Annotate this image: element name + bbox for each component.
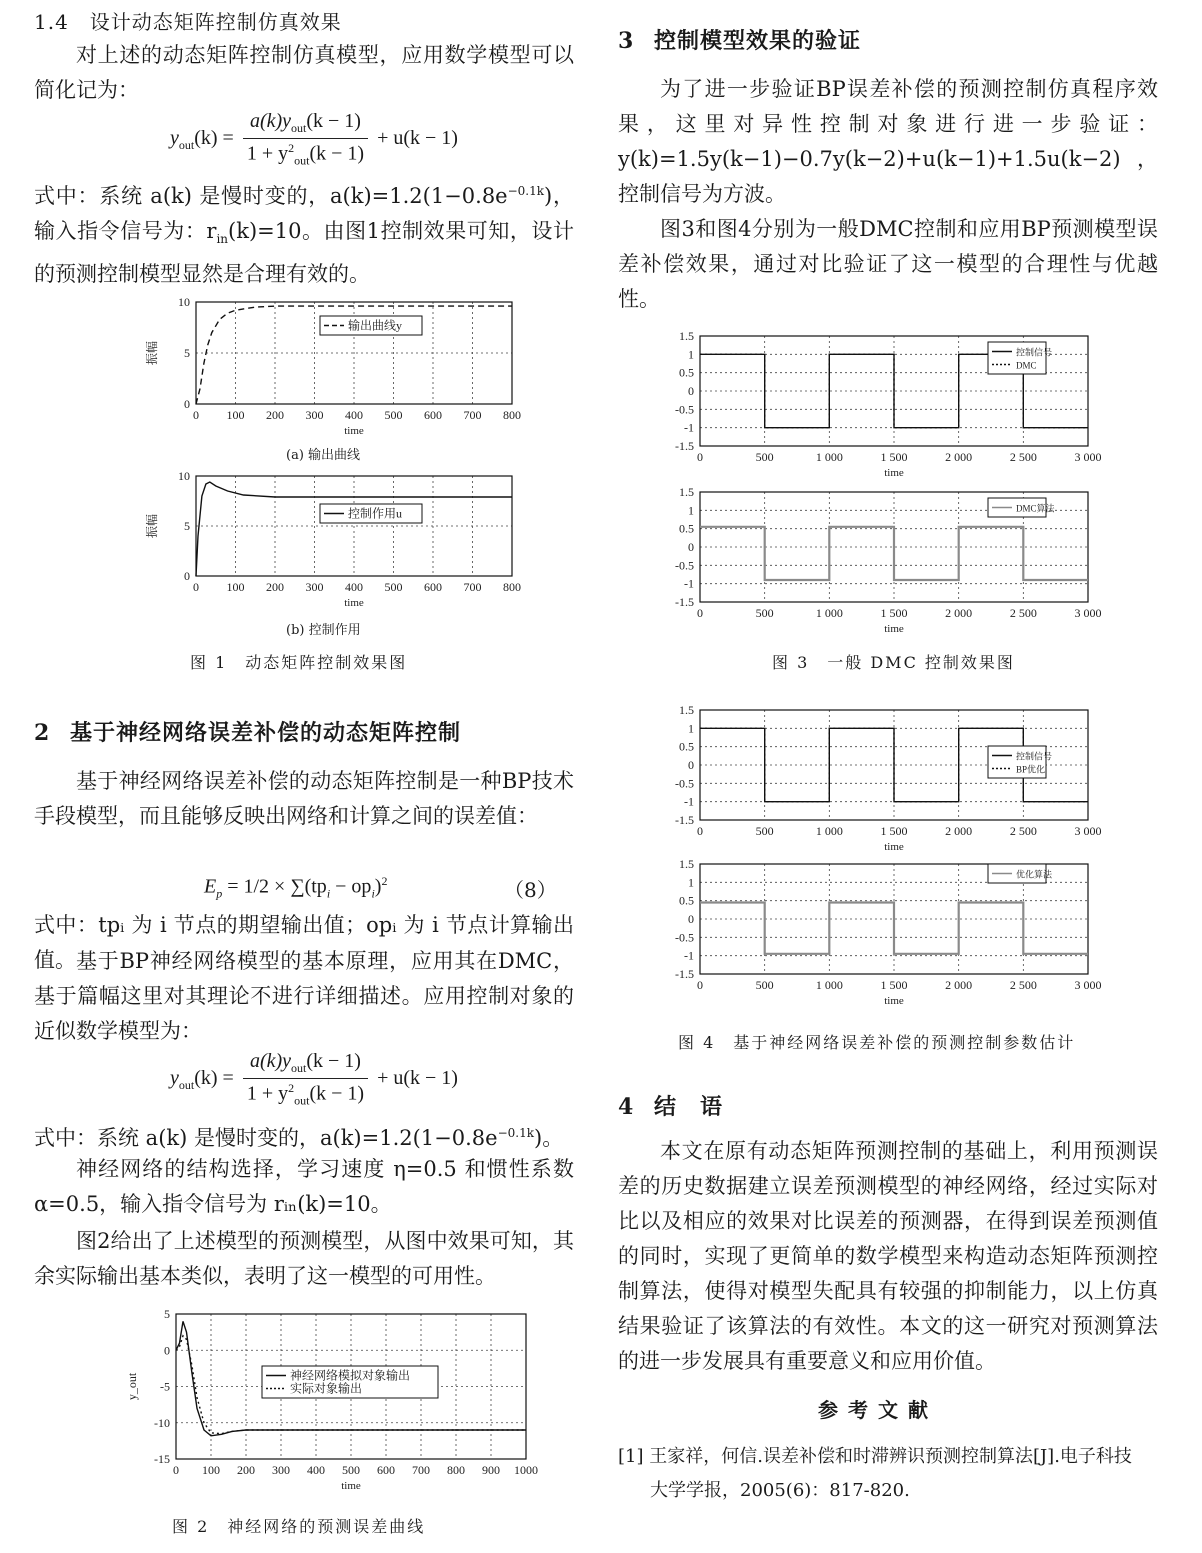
- figure-4b: [662, 854, 1122, 1014]
- y-tick-label: 10: [178, 469, 190, 483]
- x-tick-label: 100: [226, 408, 245, 422]
- figure-2-caption: 图 2 神经网络的预测误差曲线: [172, 1517, 426, 1536]
- y-tick-label: 0: [688, 758, 694, 772]
- legend-label: 控制信号: [1016, 751, 1053, 762]
- legend-label: 输出曲线y: [348, 318, 403, 333]
- y-tick-label: -0.5: [675, 776, 694, 791]
- figure-1b: [114, 462, 534, 622]
- y-tick-label: 0: [164, 1343, 170, 1358]
- x-tick-label: 500: [384, 580, 403, 594]
- chart-fig3a: [662, 326, 1122, 486]
- x-axis-label: time: [344, 597, 364, 609]
- y-tick-label: -1.5: [675, 967, 694, 981]
- x-tick-label: 2 500: [1009, 824, 1037, 838]
- y-tick-label: -5: [160, 1379, 170, 1394]
- y-tick-label: 0: [184, 569, 190, 583]
- chart-fig1b: [114, 462, 534, 622]
- y-tick-label: 0: [688, 912, 694, 926]
- x-tick-label: 1 000: [815, 978, 843, 992]
- y-tick-label: 1: [688, 347, 694, 362]
- y-tick-label: -1: [684, 576, 694, 591]
- y-tick-label: 5: [184, 346, 190, 360]
- x-tick-label: 600: [377, 1463, 395, 1477]
- y-tick-label: -0.5: [675, 930, 694, 945]
- y-tick-label: -10: [154, 1415, 170, 1430]
- paragraph-4: 式中：tpᵢ 为 i 节点的期望输出值；opᵢ 为 i 节点计算输出值。: [34, 913, 574, 972]
- x-tick-label: 1 000: [815, 824, 843, 838]
- x-axis-label: time: [884, 841, 904, 853]
- x-tick-label: 500: [755, 606, 774, 620]
- legend-label: 控制作用u: [348, 506, 403, 521]
- x-tick-label: 1 500: [880, 450, 908, 464]
- x-tick-label: 400: [345, 408, 363, 422]
- x-tick-label: 200: [237, 1463, 255, 1477]
- x-tick-label: 200: [266, 580, 284, 594]
- x-tick-label: 3 000: [1074, 450, 1102, 464]
- section-2-heading: 2 基于神经网络误差补偿的动态矩阵控制: [34, 720, 462, 746]
- x-tick-label: 3 000: [1074, 606, 1102, 620]
- y-tick-label: -1.5: [675, 813, 694, 827]
- figure-3-caption: 图 3 一般 DMC 控制效果图: [772, 653, 1015, 672]
- legend-label: BP优化: [1016, 764, 1046, 775]
- formula-2: $y_{out}(k)$ = $\frac{a(k)y_{out}(k - 1)}{1 + y^2_{out}(k - 1)}$ + u(k − 1): [170, 1050, 458, 1108]
- y-axis-label: 振幅: [145, 340, 159, 366]
- x-tick-label: 1 000: [815, 606, 843, 620]
- x-tick-label: 300: [305, 408, 324, 422]
- y-tick-label: -1: [684, 420, 694, 435]
- y-tick-label: 0: [688, 384, 694, 398]
- x-tick-label: 600: [424, 580, 442, 594]
- x-tick-label: 2 000: [945, 606, 973, 620]
- x-tick-label: 0: [697, 450, 703, 464]
- x-tick-label: 1 500: [880, 824, 908, 838]
- figure-3a: [662, 326, 1122, 486]
- y-axis-label: y_out: [125, 1372, 139, 1401]
- x-tick-label: 0: [697, 824, 703, 838]
- y-tick-label: -1.5: [675, 595, 694, 609]
- paragraph-2: 式中：系统 a(k) 是慢时变的，$a(k)=1.2(1-0.8e^{-0.1k})$，输入指令信号为：$r_{in}(k)=10$。由图1控制效果可知，设计的预测控制模型显然是合理有效的。: [34, 184, 574, 287]
- x-tick-label: 3 000: [1074, 824, 1102, 838]
- series-line-1: [700, 903, 1088, 954]
- y-tick-label: 0.5: [679, 365, 694, 380]
- formula-1: $y_{out}(k)$ = $\frac{a(k)y_{out}(k - 1)}{1 + y^2_{out}(k - 1)}$ + u(k − 1): [170, 110, 458, 168]
- x-tick-label: 800: [447, 1463, 465, 1477]
- x-tick-label: 0: [173, 1463, 179, 1477]
- x-tick-label: 600: [424, 408, 442, 422]
- paragraph-3: 基于神经网络误差补偿的动态矩阵控制是一种BP技术手段模型，而且能够反映出网络和计算之间的误差值：: [34, 769, 574, 828]
- x-tick-label: 400: [307, 1463, 325, 1477]
- x-tick-label: 300: [305, 580, 324, 594]
- x-tick-label: 100: [202, 1463, 220, 1477]
- references-heading: 参考文献: [818, 1398, 938, 1422]
- x-tick-label: 500: [755, 824, 774, 838]
- x-tick-label: 2 000: [945, 450, 973, 464]
- x-tick-label: 800: [503, 408, 521, 422]
- chart-fig1a: [114, 290, 534, 465]
- section-3-heading: 3 控制模型效果的验证: [618, 28, 862, 54]
- paragraph-7: 神经网络的结构选择，学习速度 η=0.5 和惯性系数 α=0.5，输入指令信号为 rᵢₙ(k)=10。: [34, 1157, 574, 1216]
- x-tick-label: 1 500: [880, 978, 908, 992]
- y-tick-label: -0.5: [675, 402, 694, 417]
- reference-1-line-2: 大学学报，2005(6)：817-820.: [650, 1480, 910, 1501]
- x-tick-label: 1 000: [815, 450, 843, 464]
- y-tick-label: -1.5: [675, 439, 694, 453]
- figure-4a: [662, 700, 1122, 860]
- x-tick-label: 500: [755, 450, 774, 464]
- y-tick-label: 0.5: [679, 521, 694, 536]
- left-column: [34, 0, 574, 1553]
- x-tick-label: 2 500: [1009, 606, 1037, 620]
- paragraph-5: 基于BP神经网络模型的基本原理，应用其在DMC，基于篇幅这里对其理论不进行详细描述。应用控制对象的近似数学模型为：: [34, 949, 574, 1043]
- x-tick-label: 100: [226, 580, 245, 594]
- y-axis-label: 振幅: [145, 513, 159, 539]
- x-tick-label: 500: [384, 408, 403, 422]
- y-tick-label: 0.5: [679, 739, 694, 754]
- x-tick-label: 500: [755, 978, 774, 992]
- section-4-heading: 4 结 语: [618, 1094, 724, 1120]
- y-tick-label: 1: [688, 503, 694, 518]
- x-tick-label: 2 500: [1009, 978, 1037, 992]
- figure-1a-caption: (a) 输出曲线: [286, 448, 361, 463]
- figure-4-caption: 图 4 基于神经网络误差补偿的预测控制参数估计: [678, 1033, 1076, 1052]
- figure-1b-caption: (b) 控制作用: [286, 623, 361, 638]
- y-tick-label: 1.5: [679, 329, 694, 343]
- paragraph-8: 图2给出了上述模型的预测模型，从图中效果可知，其余实际输出基本类似，表明了这一模型的可用性。: [34, 1229, 574, 1288]
- y-tick-label: 0: [688, 540, 694, 554]
- y-tick-label: 1.5: [679, 857, 694, 871]
- legend-label: DMC算法: [1016, 503, 1055, 514]
- y-tick-label: -0.5: [675, 558, 694, 573]
- equation-8-number: （8）: [504, 878, 557, 902]
- x-axis-label: time: [344, 425, 364, 437]
- x-axis-label: time: [341, 1480, 361, 1492]
- series-line-1: [700, 527, 1088, 580]
- y-tick-label: 5: [184, 519, 190, 533]
- figure-2: [98, 1302, 558, 1502]
- x-tick-label: 800: [503, 580, 521, 594]
- paragraph-1: 对上述的动态矩阵控制仿真模型，应用数学模型可以简化记为：: [34, 43, 574, 102]
- x-tick-label: 2 000: [945, 824, 973, 838]
- y-tick-label: 1.5: [679, 485, 694, 499]
- x-tick-label: 1 500: [880, 606, 908, 620]
- y-tick-label: -15: [154, 1452, 170, 1466]
- y-tick-label: 0.5: [679, 893, 694, 908]
- x-tick-label: 700: [463, 408, 482, 422]
- y-tick-label: 10: [178, 295, 190, 309]
- x-tick-label: 700: [463, 580, 482, 594]
- x-tick-label: 900: [482, 1463, 500, 1477]
- figure-1-caption: 图 1 动态矩阵控制效果图: [190, 653, 408, 672]
- paragraph-r1: 为了进一步验证BP误差补偿的预测控制仿真程序效果，这里对异性控制对象进行进一步验证：y(k)=1.5y(k−1)−0.7y(k−2)+u(k−1)+1.5u(k−2)，控制信号为方波。: [618, 77, 1158, 206]
- legend-label: 控制信号: [1016, 347, 1053, 358]
- x-tick-label: 500: [342, 1463, 360, 1477]
- x-tick-label: 0: [697, 978, 703, 992]
- x-tick-label: 700: [412, 1463, 430, 1477]
- x-tick-label: 300: [272, 1463, 290, 1477]
- paragraph-r2: 图3和图4分别为一般DMC控制和应用BP预测模型误差补偿效果，通过对比验证了这一模型的合理性与优越性。: [618, 217, 1158, 311]
- paragraph-6: 式中：系统 a(k) 是慢时变的，$a(k)=1.2(1-0.8e^{-0.1k})$。: [34, 1126, 564, 1150]
- legend-label: 神经网络模拟对象输出: [290, 1368, 411, 1383]
- paragraph-r3: 本文在原有动态矩阵预测控制的基础上，利用预测误差的历史数据建立误差预测模型的神经网络，经过实际对比以及相应的效果对比误差的预测器，在得到误差预测值的同时，实现了更简单的数学模型来构造动态矩阵预测控制算法，使得对模型失配具有较强的抑制能力，以上仿真结果验证了该算法的有效性。本文的这一研究对预测算法的进一步发展具有重要意义和应用价值。: [618, 1139, 1158, 1373]
- legend-label: DMC: [1016, 360, 1037, 371]
- y-tick-label: 0: [184, 397, 190, 411]
- reference-1-line-1: [1] 王家祥，何信.误差补偿和时滞辨识预测控制算法[J].电子科技: [618, 1446, 1132, 1467]
- y-tick-label: 1: [688, 875, 694, 890]
- x-tick-label: 200: [266, 408, 284, 422]
- chart-fig2: [98, 1302, 558, 1502]
- y-tick-label: 1: [688, 721, 694, 736]
- y-tick-label: 5: [164, 1307, 170, 1321]
- right-column: [618, 0, 1158, 1553]
- x-tick-label: 2 000: [945, 978, 973, 992]
- section-1-4-title: 1.4 设计动态矩阵控制仿真效果: [34, 10, 342, 34]
- x-tick-label: 1000: [514, 1463, 538, 1477]
- y-tick-label: -1: [684, 794, 694, 809]
- legend-label: 优化算法: [1016, 869, 1053, 880]
- y-tick-label: -1: [684, 948, 694, 963]
- x-tick-label: 400: [345, 580, 363, 594]
- chart-fig4a: [662, 700, 1122, 860]
- x-tick-label: 0: [193, 580, 199, 594]
- figure-1a: [114, 290, 534, 465]
- y-tick-label: 1.5: [679, 703, 694, 717]
- equation-8: $E_p = 1/2 \times \sum(tp_i - op_i)^2$: [204, 874, 388, 901]
- x-tick-label: 0: [697, 606, 703, 620]
- figure-3b: [662, 482, 1122, 642]
- chart-fig4b: [662, 854, 1122, 1014]
- chart-fig3b: [662, 482, 1122, 642]
- x-tick-label: 3 000: [1074, 978, 1102, 992]
- x-axis-label: time: [884, 995, 904, 1007]
- x-tick-label: 2 500: [1009, 450, 1037, 464]
- x-tick-label: 0: [193, 408, 199, 422]
- x-axis-label: time: [884, 623, 904, 635]
- legend-label: 实际对象输出: [290, 1381, 363, 1396]
- x-axis-label: time: [884, 467, 904, 479]
